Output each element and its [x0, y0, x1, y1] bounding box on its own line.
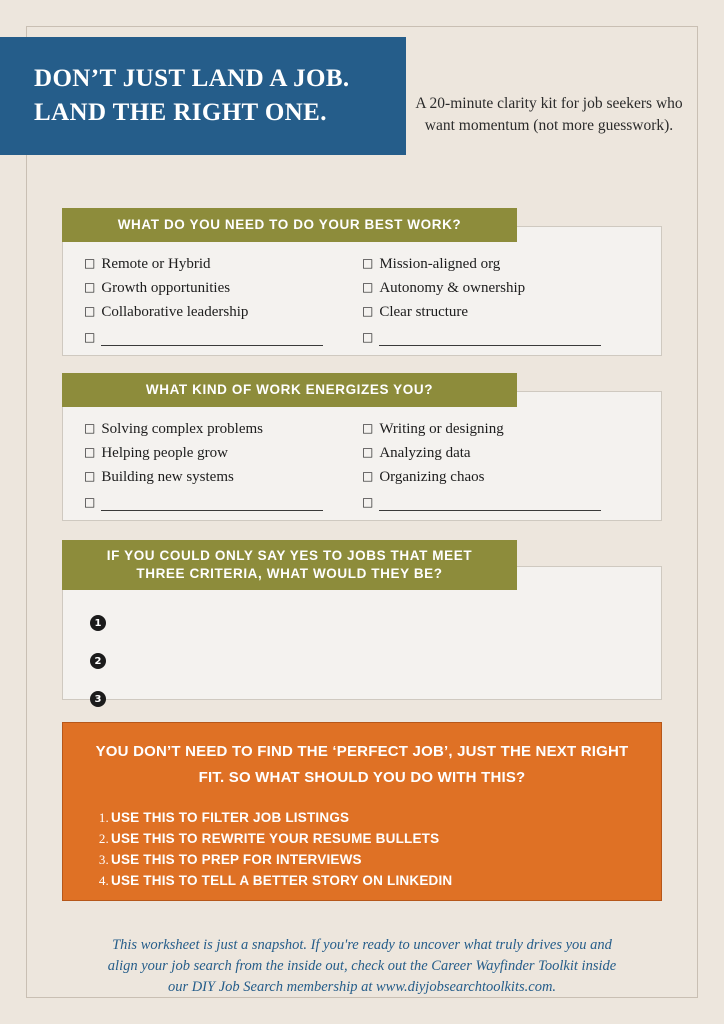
- checkbox-option[interactable]: [362, 276, 640, 300]
- checkbox-icon[interactable]: □: [362, 445, 374, 459]
- option-label: Solving complex problems: [101, 421, 263, 437]
- checkbox-icon[interactable]: □: [84, 495, 96, 509]
- section-1-left-column: [84, 252, 362, 350]
- number-badge-icon: 2: [90, 653, 106, 669]
- checkbox-icon[interactable]: □: [84, 445, 96, 459]
- footer-line-2: align your job search from the inside out, check out the Career Wayfinder Toolkit inside: [107, 958, 617, 974]
- checkbox-option-blank[interactable]: [362, 324, 640, 350]
- callout-list-item: [93, 870, 639, 891]
- criteria-item[interactable]: [90, 680, 106, 718]
- option-label: Helping people grow: [101, 445, 228, 461]
- write-in-line[interactable]: [101, 509, 323, 511]
- callout-item-number: 3.: [98, 852, 109, 867]
- checkbox-option[interactable]: [84, 300, 362, 324]
- callout-item-label: USE THIS TO FILTER JOB LISTINGS: [111, 810, 350, 825]
- callout-item-label: USE THIS TO REWRITE YOUR RESUME BULLETS: [111, 831, 440, 846]
- option-label: Mission-aligned org: [379, 256, 501, 272]
- checkbox-icon[interactable]: □: [84, 304, 96, 318]
- criteria-item[interactable]: [90, 604, 106, 642]
- section-2-right-column: [362, 417, 640, 515]
- write-in-line[interactable]: [379, 509, 601, 511]
- checkbox-icon[interactable]: □: [84, 280, 96, 294]
- page-title-line-1: DON’T JUST LAND A JOB.: [34, 65, 350, 92]
- callout-list: [85, 807, 639, 891]
- callout-heading-line-1: YOU DON’T NEED TO FIND THE ‘PERFECT JOB’, JUST THE NEXT RIGHT: [95, 743, 629, 760]
- checkbox-icon[interactable]: □: [84, 469, 96, 483]
- section-1-options: [62, 252, 662, 350]
- option-label: Growth opportunities: [101, 280, 231, 296]
- callout-list-item: [93, 807, 639, 828]
- checkbox-option[interactable]: [362, 465, 640, 489]
- header-banner: [0, 37, 406, 155]
- option-label: Clear structure: [379, 304, 469, 320]
- option-label: Autonomy & ownership: [379, 280, 526, 296]
- checkbox-icon[interactable]: □: [362, 469, 374, 483]
- number-badge-icon: 3: [90, 691, 106, 707]
- callout-list-item: [93, 828, 639, 849]
- write-in-line[interactable]: [101, 344, 323, 346]
- section-2-left-column: [84, 417, 362, 515]
- footer-note: [40, 935, 684, 998]
- checkbox-option-blank[interactable]: [362, 489, 640, 515]
- callout-block: [62, 722, 662, 901]
- checkbox-option[interactable]: [84, 465, 362, 489]
- criteria-list: [90, 604, 106, 718]
- header-subtitle: A 20-minute clarity kit for job seekers who want momentum (not more guesswork).: [415, 95, 683, 134]
- checkbox-icon[interactable]: □: [362, 495, 374, 509]
- checkbox-icon[interactable]: □: [362, 304, 374, 318]
- checkbox-icon[interactable]: □: [362, 330, 374, 344]
- footer-line-1: This worksheet is just a snapshot. If you're ready to uncover what truly drives you and: [112, 937, 612, 953]
- checkbox-option[interactable]: [362, 441, 640, 465]
- criteria-title-line-1: IF YOU COULD ONLY SAY YES TO JOBS THAT MEET: [106, 548, 473, 563]
- checkbox-option-blank[interactable]: [84, 489, 362, 515]
- section-1-title: [62, 208, 517, 242]
- checkbox-icon[interactable]: □: [84, 256, 96, 270]
- page-title-line-2: LAND THE RIGHT ONE.: [34, 99, 327, 126]
- option-label: Collaborative leadership: [101, 304, 249, 320]
- checkbox-option[interactable]: [84, 252, 362, 276]
- option-label: Organizing chaos: [379, 469, 485, 485]
- callout-heading-line-2: FIT. SO WHAT SHOULD YOU DO WITH THIS?: [198, 769, 526, 786]
- checkbox-icon[interactable]: □: [362, 421, 374, 435]
- callout-item-number: 1.: [98, 810, 109, 825]
- option-label: Remote or Hybrid: [101, 256, 211, 272]
- callout-item-label: USE THIS TO PREP FOR INTERVIEWS: [111, 852, 362, 867]
- checkbox-icon[interactable]: □: [362, 256, 374, 270]
- section-1-right-column: [362, 252, 640, 350]
- criteria-title: [62, 540, 517, 590]
- checkbox-icon[interactable]: □: [84, 421, 96, 435]
- checkbox-option-blank[interactable]: [84, 324, 362, 350]
- criteria-title-line-2: THREE CRITERIA, WHAT WOULD THEY BE?: [136, 566, 443, 581]
- section-1-title-text: WHAT DO YOU NEED TO DO YOUR BEST WORK?: [117, 217, 462, 232]
- number-badge-icon: 1: [90, 615, 106, 631]
- checkbox-icon[interactable]: □: [84, 330, 96, 344]
- checkbox-option[interactable]: [362, 417, 640, 441]
- callout-item-label: USE THIS TO TELL A BETTER STORY ON LINKEDIN: [111, 873, 453, 888]
- section-2-title: [62, 373, 517, 407]
- checkbox-option[interactable]: [362, 300, 640, 324]
- callout-item-number: 4.: [98, 873, 109, 888]
- write-in-line[interactable]: [379, 344, 601, 346]
- checkbox-icon[interactable]: □: [362, 280, 374, 294]
- callout-item-number: 2.: [98, 831, 109, 846]
- footer-line-3: our DIY Job Search membership at www.diyjobsearchtoolkits.com.: [167, 979, 557, 995]
- checkbox-option[interactable]: [84, 417, 362, 441]
- criteria-item[interactable]: [90, 642, 106, 680]
- callout-list-item: [93, 849, 639, 870]
- option-label: Building new systems: [101, 469, 234, 485]
- section-2-title-text: WHAT KIND OF WORK ENERGIZES YOU?: [145, 382, 434, 397]
- checkbox-option[interactable]: [84, 441, 362, 465]
- section-2-options: [62, 417, 662, 515]
- option-label: Analyzing data: [379, 445, 471, 461]
- option-label: Writing or designing: [379, 421, 504, 437]
- checkbox-option[interactable]: [362, 252, 640, 276]
- checkbox-option[interactable]: [84, 276, 362, 300]
